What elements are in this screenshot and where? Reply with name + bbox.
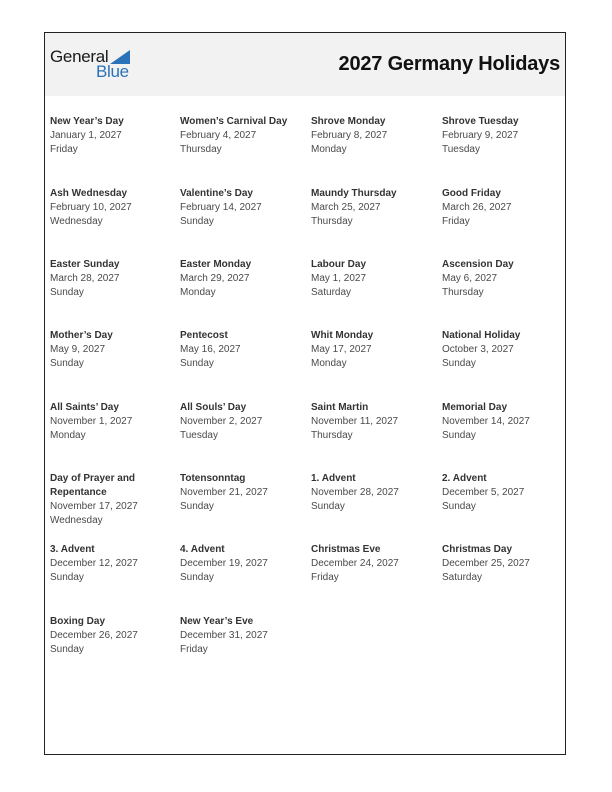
holiday-date: May 9, 2027 [50, 344, 106, 355]
holiday-entry [50, 329, 175, 371]
holiday-entry [311, 187, 436, 229]
holiday-weekday: Sunday [442, 358, 476, 369]
holiday-date: November 28, 2027 [311, 487, 399, 498]
holiday-date: December 19, 2027 [180, 558, 268, 569]
holiday-date: October 3, 2027 [442, 344, 514, 355]
holiday-name: Ash Wednesday [50, 188, 128, 199]
holiday-name: Valentine’s Day [180, 188, 253, 199]
holiday-entry [180, 258, 305, 300]
holiday-name: Christmas Eve [311, 544, 381, 555]
holiday-entry [442, 187, 567, 229]
holiday-weekday: Sunday [442, 430, 476, 441]
holiday-entry [442, 401, 567, 443]
holiday-weekday: Sunday [180, 501, 214, 512]
holiday-name: Mother’s Day [50, 330, 113, 341]
holiday-weekday: Sunday [180, 572, 214, 583]
holiday-weekday: Sunday [50, 572, 84, 583]
holiday-name: New Year’s Eve [180, 616, 254, 627]
holiday-weekday: Friday [50, 144, 78, 155]
holiday-name: Easter Sunday [50, 259, 120, 270]
holiday-entry [442, 329, 567, 371]
holiday-date: February 14, 2027 [180, 202, 262, 213]
holiday-date: December 24, 2027 [311, 558, 399, 569]
holiday-entry [311, 329, 436, 371]
holiday-date: March 28, 2027 [50, 273, 120, 284]
holiday-name: Whit Monday [311, 330, 374, 341]
holiday-weekday: Sunday [50, 644, 84, 655]
brand-logo [50, 47, 140, 83]
holiday-entry [180, 329, 305, 371]
holiday-name: Shrove Tuesday [442, 116, 519, 127]
holiday-date: May 17, 2027 [311, 344, 372, 355]
holiday-date: January 1, 2027 [50, 130, 122, 141]
holiday-date: February 10, 2027 [50, 202, 132, 213]
holiday-date: May 1, 2027 [311, 273, 367, 284]
holiday-entry [311, 258, 436, 300]
holiday-name: Ascension Day [442, 259, 514, 270]
holiday-weekday: Sunday [180, 358, 214, 369]
holiday-date: February 8, 2027 [311, 130, 388, 141]
holiday-weekday: Monday [311, 144, 347, 155]
page-title: 2027 Germany Holidays [338, 53, 560, 75]
brand-name-blue: Blue [96, 62, 129, 81]
holiday-date: March 29, 2027 [180, 273, 250, 284]
holiday-name: Shrove Monday [311, 116, 386, 127]
holiday-weekday: Thursday [442, 287, 484, 298]
holiday-entry [50, 543, 175, 585]
holiday-weekday: Sunday [50, 287, 84, 298]
holiday-name: Good Friday [442, 188, 501, 199]
holiday-date: March 26, 2027 [442, 202, 512, 213]
holiday-name: Maundy Thursday [311, 188, 397, 199]
holiday-name: Memorial Day [442, 402, 508, 413]
holiday-weekday: Wednesday [50, 515, 103, 526]
holiday-date: March 25, 2027 [311, 202, 381, 213]
holiday-name: Christmas Day [442, 544, 513, 555]
holiday-weekday: Friday [311, 572, 339, 583]
holiday-date: February 9, 2027 [442, 130, 519, 141]
header-band [45, 33, 565, 96]
holiday-weekday: Saturday [311, 287, 352, 298]
brand-name-general: General [50, 47, 109, 66]
holiday-entry [180, 401, 305, 443]
holiday-date: December 12, 2027 [50, 558, 138, 569]
holiday-weekday: Sunday [311, 501, 345, 512]
holiday-name: Pentecost [180, 330, 228, 341]
holiday-entry [50, 258, 175, 300]
holiday-entry [50, 187, 175, 229]
holiday-name: All Souls’ Day [180, 402, 247, 413]
holiday-date: November 2, 2027 [180, 416, 263, 427]
holiday-name: Women’s Carnival Day [180, 116, 288, 127]
holiday-entry [50, 401, 175, 443]
holiday-weekday: Monday [311, 358, 347, 369]
holiday-entry [180, 472, 305, 514]
holiday-weekday: Sunday [50, 358, 84, 369]
holiday-name: All Saints’ Day [50, 402, 119, 413]
holiday-entry [50, 615, 175, 657]
holiday-entry [180, 115, 305, 157]
holiday-entry [50, 115, 175, 157]
holiday-date: November 21, 2027 [180, 487, 268, 498]
holiday-name: Totensonntag [180, 473, 246, 484]
holiday-entry [180, 615, 305, 657]
holiday-name: 3. Advent [50, 544, 95, 555]
holiday-date: May 6, 2027 [442, 273, 498, 284]
holiday-weekday: Wednesday [50, 216, 103, 227]
holiday-entry [442, 472, 567, 514]
holiday-entry [50, 472, 175, 528]
holiday-weekday: Thursday [180, 144, 222, 155]
holiday-weekday: Sunday [442, 501, 476, 512]
holiday-name: 2. Advent [442, 473, 487, 484]
holiday-weekday: Monday [50, 430, 86, 441]
holiday-date: November 1, 2027 [50, 416, 133, 427]
holiday-weekday: Saturday [442, 572, 483, 583]
holiday-weekday: Sunday [180, 216, 214, 227]
holiday-entry [311, 543, 436, 585]
holiday-date: May 16, 2027 [180, 344, 241, 355]
holiday-name: Labour Day [311, 259, 367, 270]
holiday-name: New Year’s Day [50, 116, 124, 127]
holiday-name: Boxing Day [50, 616, 106, 627]
holiday-date: December 26, 2027 [50, 630, 138, 641]
holiday-entry [180, 543, 305, 585]
holiday-entry [311, 472, 436, 514]
holiday-name: Day of Prayer and Repentance [50, 473, 136, 498]
holiday-weekday: Tuesday [442, 144, 480, 155]
holiday-name: 1. Advent [311, 473, 356, 484]
holiday-weekday: Friday [442, 216, 470, 227]
holiday-name: National Holiday [442, 330, 521, 341]
holiday-weekday: Tuesday [180, 430, 218, 441]
holiday-name: 4. Advent [180, 544, 225, 555]
holiday-name: Easter Monday [180, 259, 252, 270]
holiday-weekday: Thursday [311, 430, 353, 441]
holiday-entry [442, 258, 567, 300]
holiday-date: December 25, 2027 [442, 558, 530, 569]
holiday-name: Saint Martin [311, 402, 369, 413]
holiday-date: February 4, 2027 [180, 130, 257, 141]
holiday-weekday: Thursday [311, 216, 353, 227]
holiday-date: December 5, 2027 [442, 487, 525, 498]
holiday-date: December 31, 2027 [180, 630, 268, 641]
holiday-date: November 14, 2027 [442, 416, 530, 427]
holiday-entry [180, 187, 305, 229]
holiday-sheet [44, 32, 566, 755]
holiday-entry [442, 115, 567, 157]
holiday-entry [311, 115, 436, 157]
holiday-weekday: Monday [180, 287, 216, 298]
holiday-entry [311, 401, 436, 443]
holiday-date: November 17, 2027 [50, 501, 138, 512]
holiday-date: November 11, 2027 [311, 416, 399, 427]
holiday-entry [442, 543, 567, 585]
holiday-weekday: Friday [180, 644, 208, 655]
